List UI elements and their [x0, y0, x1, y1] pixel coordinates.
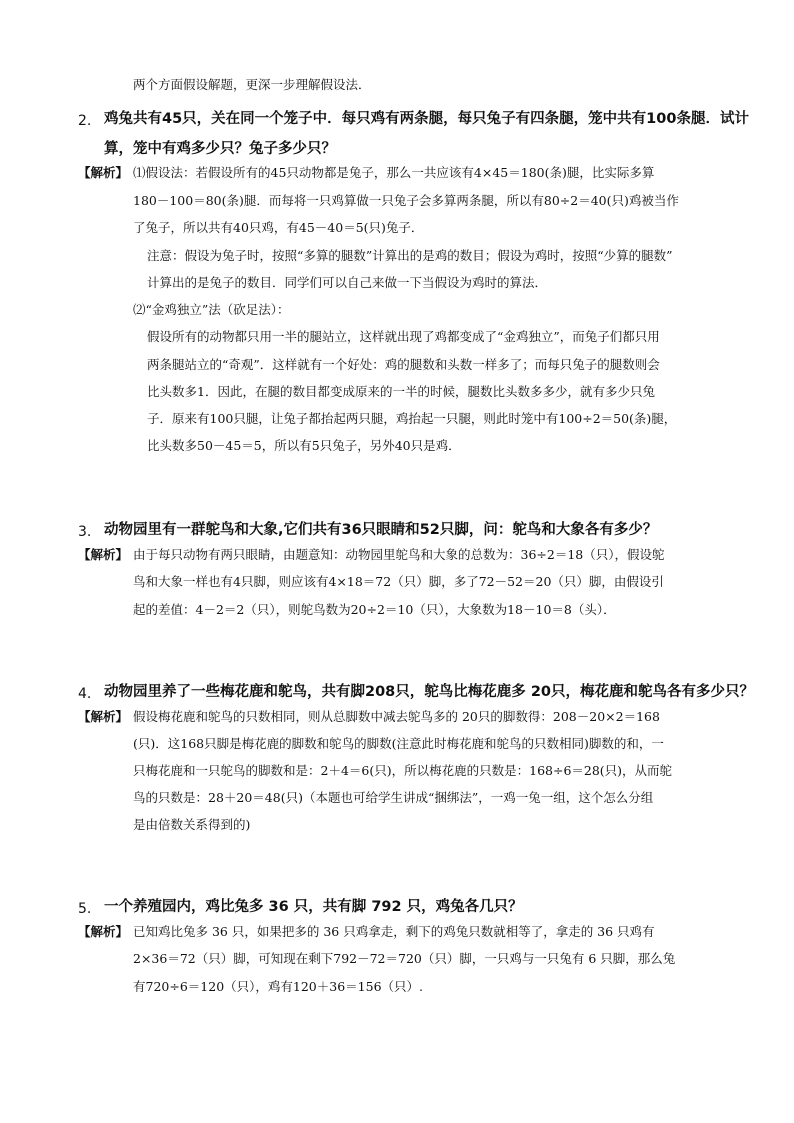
analysis-line: (只)．这168只脚是梅花鹿的脚数和鸵鸟的脚数(注意此时梅花鹿和鸵鸟的只数相同)脚数的和，一	[133, 736, 664, 751]
analysis-line: 180－100＝80(条)腿．而每将一只鸡算做一只兔子会多算两条腿，所以有80÷2＝40(只)鸡被当作	[133, 193, 679, 208]
analysis-line: 有720÷6＝120（只），鸡有120＋36＝156（只）.	[133, 979, 423, 994]
analysis-line: 注意：假设为兔子时，按照“多算的腿数”计算出的是鸡的数目；假设为鸡时，按照“少算的腿数”	[147, 248, 673, 263]
analysis-line: 两条腿站立的“奇观”．这样就有一个好处：鸡的腿数和头数一样多了；而每只兔子的腿数则会	[147, 357, 660, 372]
problem-question-line: 算，笼中有鸡多少只？兔子多少只？	[104, 141, 336, 157]
analysis-line: 假设梅花鹿和鸵鸟的只数相同，则从总脚数中减去鸵鸟多的 20只的脚数得：208－20×2＝168	[133, 709, 660, 724]
analysis-line: 子．原来有100只腿，让兔子都抬起两只腿，鸡抬起一只腿，则此时笼中有100÷2＝50(条)腿，	[147, 411, 677, 426]
analysis-line: ⑵“金鸡独立”法（砍足法）：	[133, 302, 290, 317]
problem-number: 5.	[78, 901, 92, 917]
problem-number: 3.	[78, 524, 92, 540]
analysis-line: ⑴假设法：若假设所有的45只动物都是兔子，那么一共应该有4×45＝180(条)腿，比实际多算	[133, 165, 655, 180]
analysis-line: 2×36＝72（只）脚，可知现在剩下792－72＝720（只）脚，一只鸡与一只兔有 6 只脚，那么兔	[133, 951, 676, 966]
analysis-tag: 【解析】	[78, 924, 129, 939]
analysis-line: 鸟和大象一样也有4只脚，则应该有4×18＝72（只）脚，多了72－52＝20（只）脚，由假设引	[133, 574, 664, 589]
analysis-line: 由于每只动物有两只眼睛，由题意知：动物园里鸵鸟和大象的总数为：36÷2＝18（只），假设鸵	[133, 547, 665, 562]
problem-number: 2.	[78, 113, 92, 129]
analysis-line: 已知鸡比兔多 36 只，如果把多的 36 只鸡拿走，剩下的鸡兔只数就相等了，拿走的 36 只鸡有	[133, 924, 655, 939]
problem-number: 4.	[78, 686, 92, 702]
analysis-tag: 【解析】	[78, 165, 129, 180]
analysis-line: 比头数多1．因此，在腿的数目都变成原来的一半的时候，腿数比头数多多少，就有多少只兔	[147, 384, 655, 399]
analysis-line: 鸟的只数是：28＋20＝48(只)（本题也可给学生讲成“捆绑法”，一鸡一兔一组，这个怎么分组	[133, 790, 654, 805]
analysis-line: 计算出的是兔子的数目．同学们可以自己来做一下当假设为鸡时的算法．	[147, 275, 548, 290]
analysis-line: 起的差值：4－2＝2（只），则鸵鸟数为20÷2＝10（只），大象数为18－10＝8（头）．	[133, 602, 616, 617]
analysis-line: 只梅花鹿和一只鸵鸟的脚数和是：2＋4＝6(只)，所以梅花鹿的只数是：168÷6＝28(只)，从而鸵	[133, 763, 673, 778]
analysis-line: 了兔子，所以共有40只鸡，有45－40＝5(只)兔子．	[133, 220, 424, 235]
analysis-line: 比头数多50－45＝5，所以有5只兔子，另外40只是鸡．	[147, 438, 461, 453]
analysis-line: 是由倍数关系得到的)	[133, 817, 251, 832]
problem-question-line: 鸡兔共有45只，关在同一个笼子中．每只鸡有两条腿，每只兔子有四条腿，笼中共有100条腿．试计	[104, 111, 749, 127]
problem-question-line: 一个养殖园内，鸡比兔多 36 只，共有脚 792 只，鸡兔各几只？	[104, 899, 523, 915]
analysis-tag: 【解析】	[78, 709, 129, 724]
problem-question-line: 动物园里养了一些梅花鹿和鸵鸟，共有脚208只，鸵鸟比梅花鹿多 20只，梅花鹿和鸵鸟各有多少只？	[104, 684, 754, 700]
analysis-line: 假设所有的动物都只用一半的腿站立，这样就出现了鸡都变成了“金鸡独立”，而兔子们都只用	[147, 329, 660, 344]
problem-question-line: 动物园里有一群鸵鸟和大象,它们共有36只眼睛和52只脚，问：鸵鸟和大象各有多少？	[104, 522, 658, 538]
analysis-tag: 【解析】	[78, 547, 129, 562]
previous-section-fragment: 两个方面假设解题，更深一步理解假设法．	[133, 77, 371, 92]
